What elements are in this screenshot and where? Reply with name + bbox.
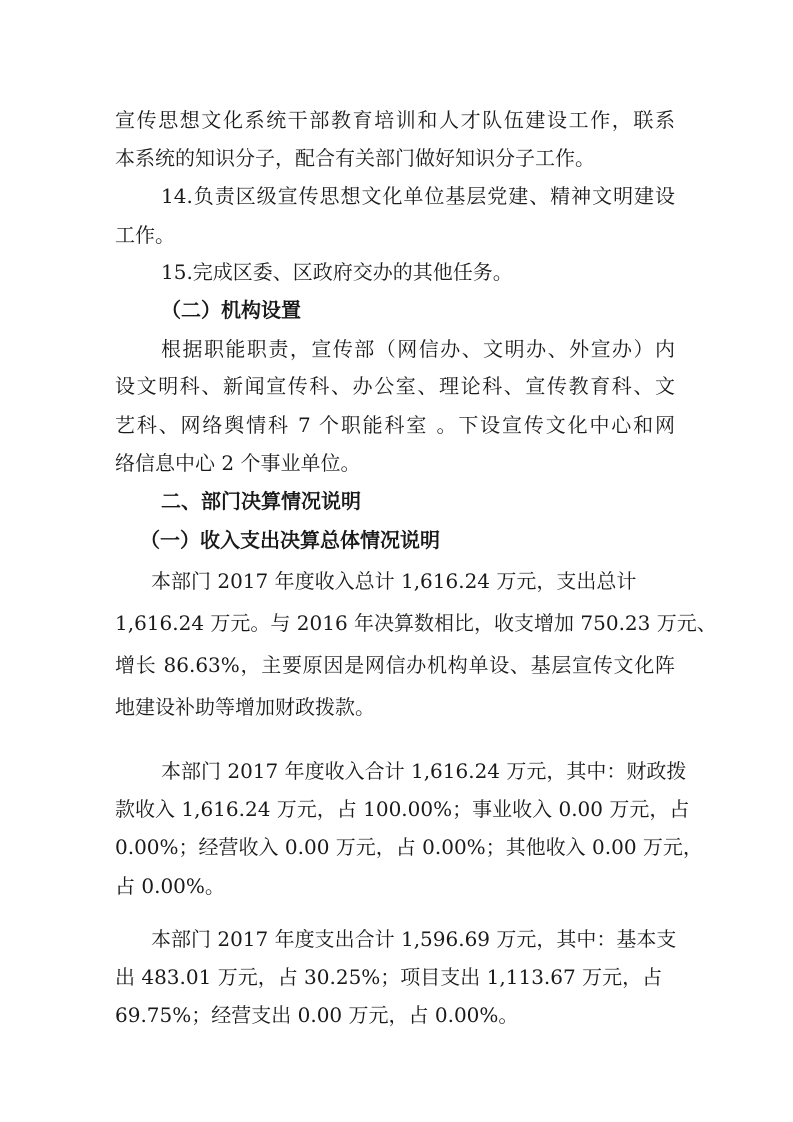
section-heading: 二、部门决算情况说明	[161, 489, 361, 513]
paragraph-line: 69.75%；经营支出 0.00 万元，占 0.00%。	[115, 1003, 519, 1027]
paragraph-line: 艺科、网络舆情科 7 个职能科室 。下设宣传文化中心和网	[115, 413, 675, 437]
paragraph-line: 本部门 2017 年度支出合计 1,596.69 万元，其中：基本支	[151, 927, 677, 951]
paragraph-line: 络信息中心 2 个事业单位。	[115, 451, 361, 475]
paragraph-line: 设文明科、新闻宣传科、办公室、理论科、宣传教育科、文	[115, 374, 675, 398]
paragraph-line: 根据职能职责，宣传部（网信办、文明办、外宣办）内	[161, 337, 675, 361]
section-heading: （二）机构设置	[161, 298, 301, 322]
paragraph-line: 宣传思想文化系统干部教育培训和人才队伍建设工作，联系	[115, 108, 675, 132]
paragraph-line: 工作。	[115, 223, 175, 247]
paragraph-line: 地建设补助等增加财政拨款。	[115, 695, 375, 719]
paragraph-line: 1,616.24 万元。与 2016 年决算数相比，收支增加 750.23 万元、	[115, 611, 717, 635]
paragraph-line: 本部门 2017 年度收入总计 1,616.24 万元，支出总计	[151, 569, 637, 593]
section-heading: （一）收入支出决算总体情况说明	[140, 528, 440, 552]
paragraph-line: 增长 86.63%，主要原因是网信办机构单设、基层宣传文化阵	[115, 653, 675, 677]
paragraph-line: 占 0.00%。	[115, 874, 225, 898]
paragraph-line: 15.完成区委、区政府交办的其他任务。	[161, 260, 513, 284]
paragraph-line: 14.负责区级宣传思想文化单位基层党建、精神文明建设	[161, 184, 675, 208]
paragraph-line: 本系统的知识分子，配合有关部门做好知识分子工作。	[115, 146, 595, 170]
paragraph-line: 出 483.01 万元，占 30.25%；项目支出 1,113.67 万元，占	[115, 965, 663, 989]
paragraph-line: 款收入 1,616.24 万元，占 100.00%；事业收入 0.00 万元，占	[115, 797, 690, 821]
paragraph-line: 0.00%；经营收入 0.00 万元，占 0.00%；其他收入 0.00 万元，	[115, 835, 703, 859]
paragraph-line: 本部门 2017 年度收入合计 1,616.24 万元，其中：财政拨	[161, 759, 687, 783]
